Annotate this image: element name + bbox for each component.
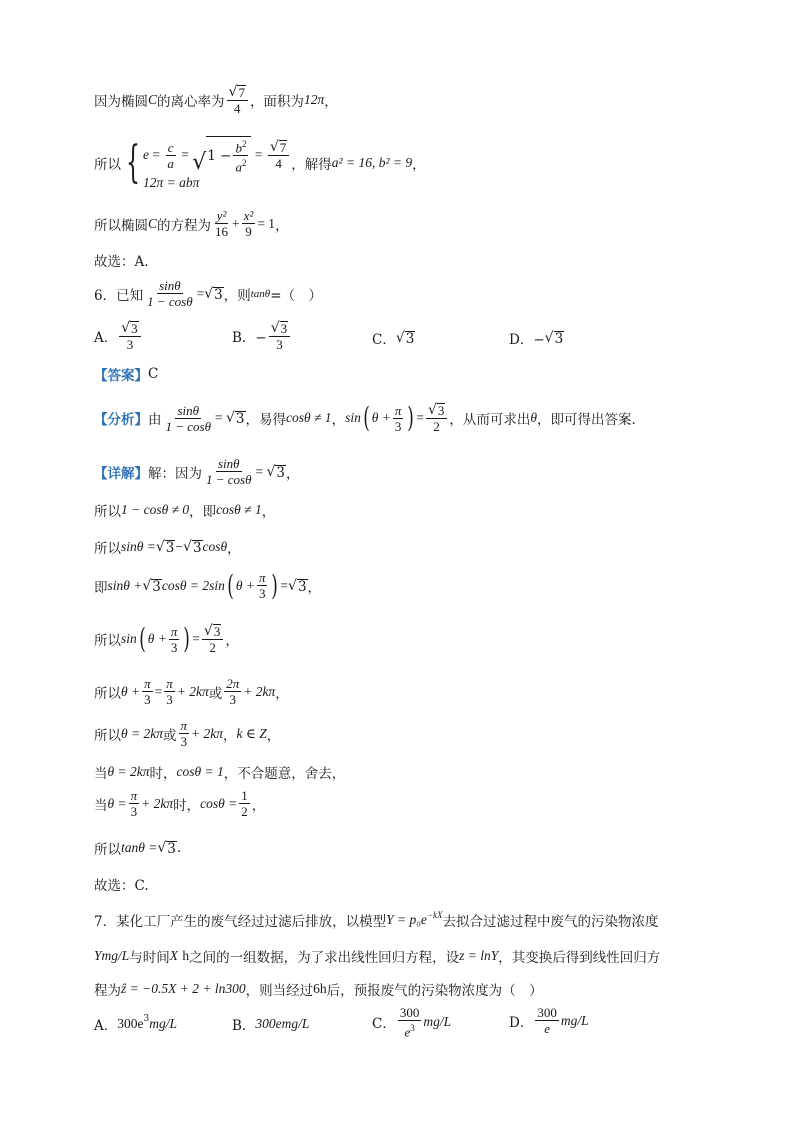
analysis-tag: 【分析】 — [94, 412, 148, 428]
fraction: $\frac{\sin\theta}{1 - \cos\theta}$ — [165, 402, 211, 434]
math-expr: + 2kπ — [176, 683, 209, 699]
text: ，即可得出答案. — [537, 412, 636, 428]
text: =（ ） — [270, 287, 323, 304]
brace-icon: { — [126, 137, 140, 189]
math-num: 2 — [433, 419, 440, 434]
ellipse-line-1 — [94, 84, 338, 116]
math-var: b — [235, 140, 242, 156]
sqrt: √ 3 — [204, 285, 223, 303]
math-expr: Y = p₀e — [386, 912, 427, 927]
math-expr: 12π = abπ — [143, 174, 200, 190]
math-expr: = — [196, 285, 205, 301]
option-label: C． — [372, 332, 396, 348]
math-num: 3 — [405, 331, 415, 347]
q6-detail-1: 【详解】 解：因为 $\frac{\sin\theta}{1 - \cos\theta}$ = √ 3 ， — [94, 456, 300, 487]
math-expr: cosθ = — [200, 795, 238, 811]
q7-option-c[interactable] — [372, 1005, 451, 1039]
text: 即 — [94, 579, 108, 596]
math-expr: 2π — [226, 676, 240, 691]
math-expr: θ = 2kπ — [107, 764, 150, 779]
math-num: 300 — [399, 1005, 420, 1020]
text: ， — [275, 685, 289, 702]
option-label: B． — [232, 1018, 256, 1034]
detail-tag: 【详解】 — [94, 465, 148, 482]
text: 所以椭圆 — [94, 217, 148, 234]
text: ，即 — [189, 504, 217, 520]
text: 6．已知 — [94, 287, 144, 304]
math-expr: θ = 2kπ — [121, 725, 163, 741]
math-var: e — [143, 147, 149, 163]
text: . — [176, 840, 182, 856]
text: 时， — [149, 766, 177, 782]
math-expr: sinθ = — [121, 539, 156, 554]
math-expr: tanθ — [250, 287, 271, 300]
math-expr: z = lnY — [459, 948, 499, 963]
text: 故选：A. — [94, 254, 149, 270]
text: ， — [261, 504, 276, 520]
q6-option-b[interactable] — [232, 320, 292, 352]
math-expr: cosθ ≠ 1 — [216, 502, 262, 517]
fraction: √ 3 3 — [269, 320, 290, 352]
q6-option-c[interactable] — [372, 328, 415, 348]
text: 去拟合过滤过程中废气的污染物浓度 — [442, 914, 659, 930]
math-expr: 1 − cosθ ≠ 0 — [121, 502, 190, 517]
math-expr: cosθ — [202, 539, 228, 554]
math-num: 3 — [214, 286, 223, 303]
option-label: A． — [94, 330, 118, 346]
math-expr: θ = — [107, 795, 127, 811]
text: 所以 — [94, 842, 121, 858]
text: ， — [251, 797, 266, 814]
math-expr: + 2kπ — [243, 683, 276, 699]
math-num: 9 — [245, 224, 252, 239]
math-var: θ — [530, 410, 538, 425]
q7-option-a[interactable] — [94, 1014, 177, 1034]
text: 所以 — [94, 504, 121, 520]
sqrt: √ 3 — [544, 330, 564, 347]
math-num: 300 — [537, 1005, 557, 1020]
text: ，不合题意，舍去， — [223, 766, 346, 782]
fraction — [145, 278, 195, 309]
text: 故选：C. — [94, 878, 149, 894]
math-expr: sinθ + — [107, 577, 143, 593]
text: 由 — [148, 412, 162, 428]
math-expr: cosθ ≠ 1 — [286, 410, 332, 425]
math-unit: mg/L — [560, 1012, 589, 1028]
q7-line-1 — [94, 910, 658, 930]
math-expr: = — [154, 683, 163, 699]
text: 所以 — [94, 157, 121, 174]
math-num: 1 — [241, 788, 248, 803]
q6-detail-6: 所以 θ + $\frac{\pi}{3}$ = $\frac{\pi}{3}$ + 2kπ 或 $\frac{2\pi}{3}$ + 2kπ ， — [94, 676, 289, 707]
math-expr: tanθ = — [121, 840, 158, 855]
text: 因为椭圆 — [94, 94, 148, 110]
option-label: A． — [94, 1018, 118, 1034]
text: 后，预报废气的污染物浓度为（ ） — [326, 983, 543, 999]
text: 或 — [208, 685, 223, 702]
text: 之间的一组数据，为了求出线性回归方程，设 — [189, 950, 460, 966]
fraction: $\frac{\sin\theta}{1 - \cos\theta}$ — [206, 456, 252, 487]
math-expr: + 2kπ — [141, 795, 174, 811]
q6-stem — [94, 278, 322, 309]
math-expr: θ + — [121, 683, 141, 699]
sqrt: √ 1 − $\frac{b^2}{a^2}$ — [192, 136, 251, 175]
text: 所以 — [94, 541, 121, 557]
math-expr: cosθ = 1 — [176, 764, 224, 779]
math-num: 3 — [280, 321, 288, 336]
math-expr: 300emg/L — [255, 1016, 310, 1031]
math-num: 4 — [233, 101, 241, 116]
text: 或 — [163, 727, 177, 744]
option-label: C． — [372, 1016, 396, 1033]
ellipse-line-4 — [94, 250, 149, 270]
math-sup: −kX — [426, 910, 443, 920]
text: ， — [324, 94, 338, 110]
text: ， — [286, 465, 300, 482]
math-expr: + 2kπ — [191, 725, 224, 741]
q6-analysis: 【分析】 由 $\frac{\sin\theta}{1 - \cos\theta}$ = √ 3 ，易得 cosθ ≠ 1 ， sin ( θ + $\frac{\pi}{3}$ ) = √ 3 2 ，从而可求出 θ ，即可得出答案. — [94, 401, 636, 434]
text: ，解得 — [291, 157, 332, 174]
text: 所以 — [94, 727, 121, 744]
q6-detail-10: 所以 tanθ = √ 3 . — [94, 840, 182, 858]
text: ， — [223, 727, 237, 744]
fraction — [213, 208, 230, 239]
text: ， — [307, 579, 322, 596]
text: 当 — [94, 797, 108, 814]
text: ， — [275, 217, 289, 234]
q6-option-a[interactable] — [94, 320, 143, 352]
q6-option-d[interactable] — [509, 328, 564, 348]
math-var: X — [169, 948, 179, 963]
text: ， — [331, 412, 346, 428]
math-var: a — [167, 155, 174, 171]
math-expr: cosθ = 2sin — [161, 577, 225, 593]
math-var: C — [148, 92, 158, 107]
math-expr: 300e — [117, 1016, 144, 1031]
text: 所以 — [94, 685, 121, 702]
fraction: √ 7 4 — [227, 84, 248, 116]
math-unit: mg/L — [149, 1016, 177, 1031]
text: 所以 — [94, 633, 121, 649]
text: ， — [266, 727, 281, 744]
math-expr: ẑ = −0.5X + 2 + ln300 — [121, 981, 246, 996]
fraction: √ 7 4 — [268, 139, 289, 171]
equation-system: e = $\frac{c}{a}$ = √ 1 − $\frac{b^2}{a^2}$ = √ 7 4 12π = abπ — [143, 136, 291, 191]
q6-detail-5: 所以 sin ( θ + $\frac{\pi}{3}$ ) = √ 3 2 ， — [94, 622, 239, 655]
q6-detail-3: 所以 sinθ = √ 3 − √ 3 cosθ ， — [94, 539, 241, 557]
q7-option-b[interactable] — [232, 1014, 309, 1034]
text: ，其变换后得到线性回归方 — [498, 950, 661, 966]
math-expr: 6h — [313, 981, 327, 996]
math-expr: a² = 16, b² = 9 — [331, 155, 413, 171]
text: ，则当经过 — [245, 983, 314, 999]
math-expr: θ + — [371, 410, 391, 425]
math-expr: 12π — [303, 92, 325, 107]
fraction: √ 3 3 — [119, 320, 140, 352]
fraction — [393, 403, 404, 434]
text: 程为 — [94, 983, 121, 999]
math-sup: 3 — [410, 1023, 415, 1033]
fraction — [535, 1005, 559, 1036]
math-expr: = 1 — [257, 215, 276, 231]
fraction — [242, 208, 256, 239]
math-num: 3 — [554, 331, 564, 347]
text: ，则 — [223, 287, 251, 304]
text: ，从而可求出 — [449, 412, 531, 428]
ellipse-line-3: 所以椭圆 C 的方程为 $\frac{\text{y²}}{16}$ + $\frac{\text{x²}}{9}$ = 1 ， — [94, 208, 289, 239]
q7-line-3 — [94, 979, 543, 999]
q6-detail-7: 所以 θ = 2kπ 或 $\frac{\pi}{3}$ + 2kπ ， k ∈ Z ， — [94, 718, 281, 749]
answer-tag: 【答案】 — [94, 368, 148, 384]
math-unit: h — [182, 948, 190, 963]
math-num: 3 — [131, 321, 138, 336]
q7-option-d[interactable] — [509, 1005, 589, 1036]
math-expr: = — [280, 577, 289, 593]
q6-detail-4: 即 sinθ + √ 3 cosθ = 2sin ( θ + $\frac{\pi}{3}$ ) = √ 3 ， — [94, 568, 322, 602]
math-num: 3 — [394, 418, 402, 434]
math-expr: 1 − cosθ — [147, 294, 193, 309]
text: 时， — [173, 797, 201, 814]
math-var: e — [544, 1021, 550, 1036]
text: ，易得 — [245, 412, 287, 428]
q6-answer — [94, 364, 158, 384]
text: ， — [225, 633, 239, 649]
text: 的离心率为 — [157, 94, 225, 110]
q7-line-2 — [94, 946, 660, 966]
math-var: y² — [216, 208, 227, 223]
option-label: D． — [509, 1014, 534, 1031]
math-num: 16 — [215, 224, 229, 239]
math-expr: sinθ — [159, 278, 181, 293]
text: 与时间 — [129, 950, 170, 966]
math-expr: Ymg/L — [94, 948, 130, 963]
option-label: B．− — [232, 330, 267, 346]
answer-value: C — [148, 366, 159, 382]
math-var: x² — [243, 208, 254, 223]
math-unit: mg/L — [423, 1014, 452, 1030]
math-var: c — [167, 139, 174, 155]
q6-detail-8 — [94, 762, 345, 782]
q6-detail-9: 当 θ = $\frac{\pi}{3}$ + 2kπ 时， cosθ = $\frac{1}{2}$ ， — [94, 788, 266, 819]
math-var: C — [148, 215, 158, 231]
fraction: √ 3 2 — [426, 402, 447, 434]
fraction — [165, 140, 176, 171]
text: ， — [412, 157, 426, 174]
math-expr: sin — [345, 410, 361, 425]
math-num: 7 — [238, 85, 245, 100]
math-num: 3 — [126, 337, 134, 352]
math-expr: = — [416, 410, 424, 425]
text: ， — [227, 541, 241, 557]
text: 当 — [94, 766, 108, 782]
fraction — [398, 1005, 422, 1039]
sqrt: √ 3 — [395, 330, 415, 347]
ellipse-line-2 — [94, 136, 426, 191]
text: ，面积为 — [249, 94, 304, 110]
text: 7．某化工厂产生的废气经过过滤后排放，以模型 — [94, 914, 387, 930]
math-num: 3 — [276, 337, 283, 352]
text: 的方程为 — [157, 217, 212, 234]
text: 解：因为 — [148, 465, 202, 482]
option-label: D．− — [509, 332, 545, 348]
math-var: e — [404, 1024, 411, 1040]
math-expr: k ∈ Z — [236, 725, 267, 741]
math-expr: − — [175, 539, 184, 554]
math-sup: 3 — [143, 1014, 150, 1024]
q6-detail-11 — [94, 874, 149, 894]
math-var: a — [235, 159, 242, 175]
q6-detail-2 — [94, 500, 275, 520]
math-var: π — [394, 402, 402, 418]
